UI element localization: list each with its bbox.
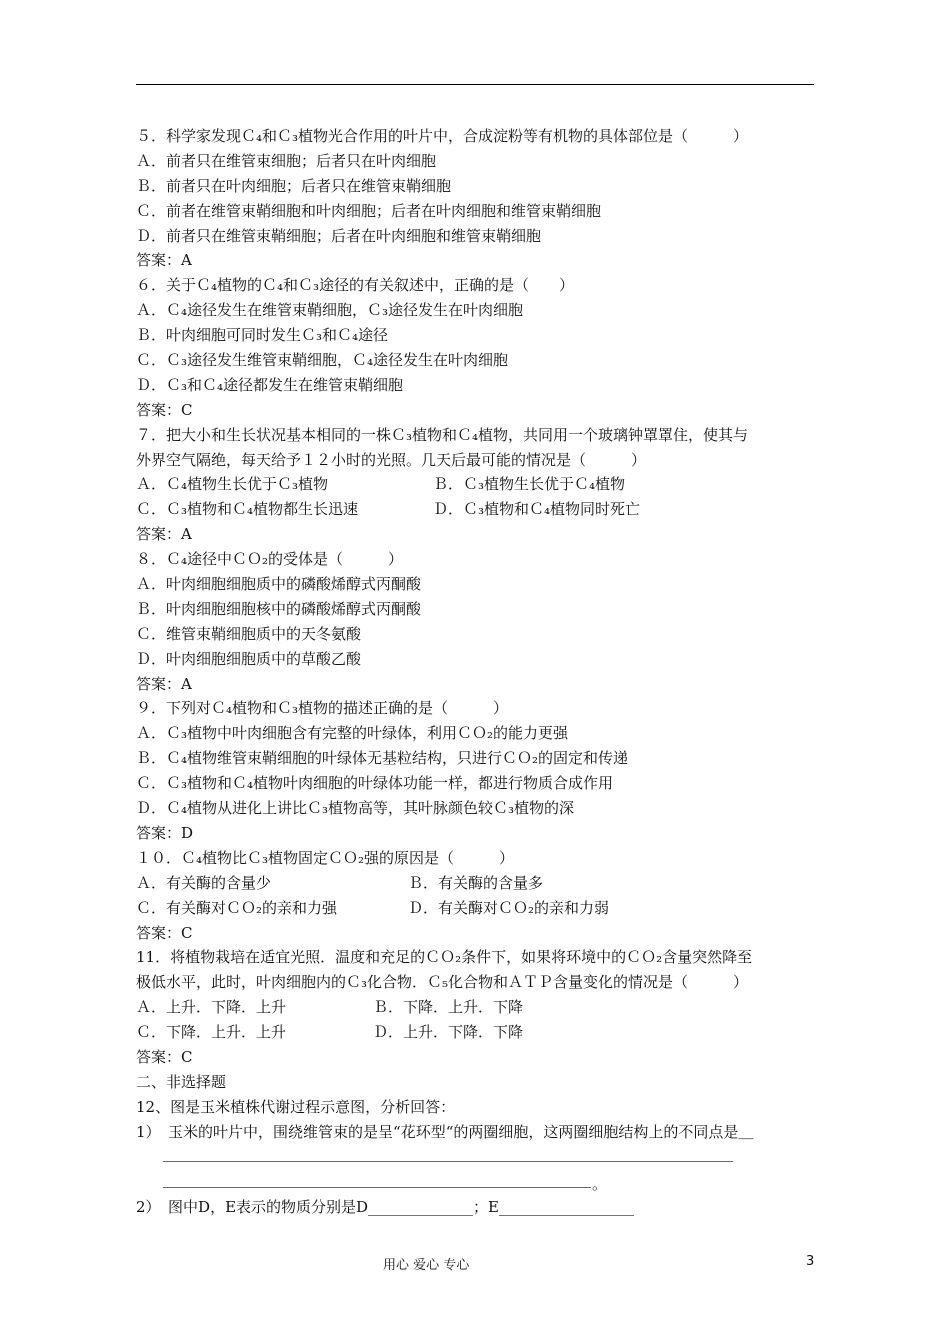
question-stem: １０．Ｃ₄植物比Ｃ₃植物固定ＣＯ₂强的原因是（ ） bbox=[136, 848, 515, 867]
blank-period: 。 bbox=[592, 1175, 608, 1193]
option-text: Ｄ．有关酶对ＣＯ₂的亲和力弱 bbox=[408, 898, 610, 917]
question-stem: 11．将植物栽培在适宜光照．温度和充足的ＣＯ₂条件下，如果将环境中的ＣＯ₂含量突然降至 bbox=[136, 948, 753, 967]
option-row bbox=[136, 896, 826, 921]
question-stem: ５．科学家发现Ｃ₄和Ｃ₃植物光合作用的叶片中，合成淀粉等有机物的具体部位是（ ） bbox=[136, 127, 749, 145]
option-line: Ｃ．前者在维管束鞘细胞和叶肉细胞；后者在叶肉细胞和维管束鞘细胞 bbox=[136, 201, 602, 220]
section-title: 二、非选择题 bbox=[136, 1072, 227, 1091]
question-stem: ６．关于Ｃ₄植物的Ｃ₄和Ｃ₃途径的有关叙述中，正确的是（ ） bbox=[136, 276, 575, 295]
option-line: Ｂ．Ｃ₄植物维管束鞘细胞的叶绿体无基粒结构，只进行ＣＯ₂的固定和传递 bbox=[136, 749, 629, 768]
option-text: Ａ．有关酶的含量少 bbox=[136, 873, 272, 892]
option-text: Ｃ．下降．上升．上升 bbox=[136, 1023, 287, 1042]
option-row bbox=[136, 1020, 826, 1045]
page-number: 3 bbox=[806, 1254, 815, 1269]
option-line: 外界空气隔绝，每天给予１２小时的光照。几天后最可能的情况是（ ） bbox=[136, 450, 647, 469]
answer-line: 答案：A bbox=[136, 251, 192, 270]
question-stem: ９．下列对Ｃ₄植物和Ｃ₃植物的描述正确的是（ ） bbox=[136, 699, 509, 718]
answer-blank-line-1 bbox=[163, 1161, 733, 1162]
option-text: Ｄ．上升．下降．下降 bbox=[373, 1023, 524, 1042]
option-line: 极低水平，此时，叶肉细胞内的Ｃ₃化合物．Ｃ₅化合物和ＡＴＰ含量变化的情况是（ ） bbox=[136, 973, 749, 992]
option-row bbox=[136, 472, 826, 497]
header-rule bbox=[136, 84, 814, 85]
answer-line: 答案：C bbox=[136, 400, 193, 419]
option-row bbox=[136, 871, 826, 896]
answer-blank-line-2 bbox=[163, 1187, 591, 1188]
option-line: Ａ．叶肉细胞细胞质中的磷酸烯醇式丙酮酸 bbox=[136, 575, 422, 594]
option-text: Ｂ．下降．上升．下降 bbox=[373, 998, 524, 1017]
option-row bbox=[136, 497, 826, 522]
answer-line: 答案：A bbox=[136, 674, 192, 693]
answer-line: 答案：C bbox=[136, 1047, 193, 1066]
answer-line: 答案：C bbox=[136, 923, 193, 942]
option-line: Ｄ．叶肉细胞细胞质中的草酸乙酸 bbox=[136, 649, 362, 668]
question-12-part-1: 1） 玉米的叶片中，围绕维管束的是呈“花环型“的两圈细胞，这两圈细胞结构上的不同点是＿ bbox=[136, 1122, 754, 1141]
answer-line: 答案：A bbox=[136, 525, 192, 544]
option-line: Ｂ．叶肉细胞可同时发生Ｃ₃和Ｃ₄途径 bbox=[136, 326, 389, 345]
question-12-title: 12、图是玉米植株代谢过程示意图，分析回答： bbox=[136, 1097, 456, 1116]
option-text: Ｂ．有关酶的含量多 bbox=[408, 873, 544, 892]
option-line: Ｃ．Ｃ₃植物和Ｃ₄植物叶肉细胞的叶绿体功能一样，都进行物质合成作用 bbox=[136, 774, 614, 793]
question-12-part-2: 2） 图中D，E表示的物质分别是D______________；E__________________ bbox=[136, 1197, 634, 1216]
option-line: Ａ．Ｃ₄途径发生在维管束鞘细胞，Ｃ₃途径发生在叶肉细胞 bbox=[136, 301, 524, 320]
option-line: Ｂ．叶肉细胞细胞核中的磷酸烯醇式丙酮酸 bbox=[136, 599, 422, 618]
option-text: Ｄ．Ｃ₃植物和Ｃ₄植物同时死亡 bbox=[433, 500, 641, 519]
option-line: Ｄ．Ｃ₄植物从进化上讲比Ｃ₃植物高等，其叶脉颜色较Ｃ₃植物的深 bbox=[136, 799, 575, 818]
option-line: Ｄ．前者只在维管束鞘细胞；后者在叶肉细胞和维管束鞘细胞 bbox=[136, 226, 542, 245]
option-row bbox=[136, 995, 826, 1020]
option-text: Ｃ．Ｃ₃植物和Ｃ₄植物都生长迅速 bbox=[136, 500, 359, 519]
question-stem: ８．Ｃ₄途径中ＣＯ₂的受体是（ ） bbox=[136, 550, 404, 569]
option-text: Ｃ．有关酶对ＣＯ₂的亲和力强 bbox=[136, 898, 338, 917]
option-line: Ａ．前者只在维管束细胞；后者只在叶肉细胞 bbox=[136, 151, 437, 170]
option-text: Ｂ．Ｃ₃植物生长优于Ｃ₄植物 bbox=[433, 475, 626, 494]
footer-motto: 用心 爱心 专心 bbox=[383, 1258, 470, 1273]
option-line: Ｃ．Ｃ₃途径发生维管束鞘细胞，Ｃ₄途径发生在叶肉细胞 bbox=[136, 351, 509, 370]
option-line: Ａ．Ｃ₃植物中叶肉细胞含有完整的叶绿体，利用ＣＯ₂的能力更强 bbox=[136, 724, 569, 743]
option-text: Ａ．上升．下降．上升 bbox=[136, 998, 287, 1017]
question-stem: ７．把大小和生长状况基本相同的一株Ｃ₃植物和Ｃ₄植物，共同用一个玻璃钟罩罩住，使其与 bbox=[136, 425, 749, 444]
option-line: Ｂ．前者只在叶肉细胞；后者只在维管束鞘细胞 bbox=[136, 176, 452, 195]
option-text: Ａ．Ｃ₄植物生长优于Ｃ₃植物 bbox=[136, 475, 329, 494]
question-content bbox=[136, 124, 826, 1219]
answer-line: 答案：D bbox=[136, 823, 194, 842]
option-line: Ｄ．Ｃ₃和Ｃ₄途径都发生在维管束鞘细胞 bbox=[136, 375, 404, 394]
option-line: Ｃ．维管束鞘细胞质中的天冬氨酸 bbox=[136, 624, 362, 643]
